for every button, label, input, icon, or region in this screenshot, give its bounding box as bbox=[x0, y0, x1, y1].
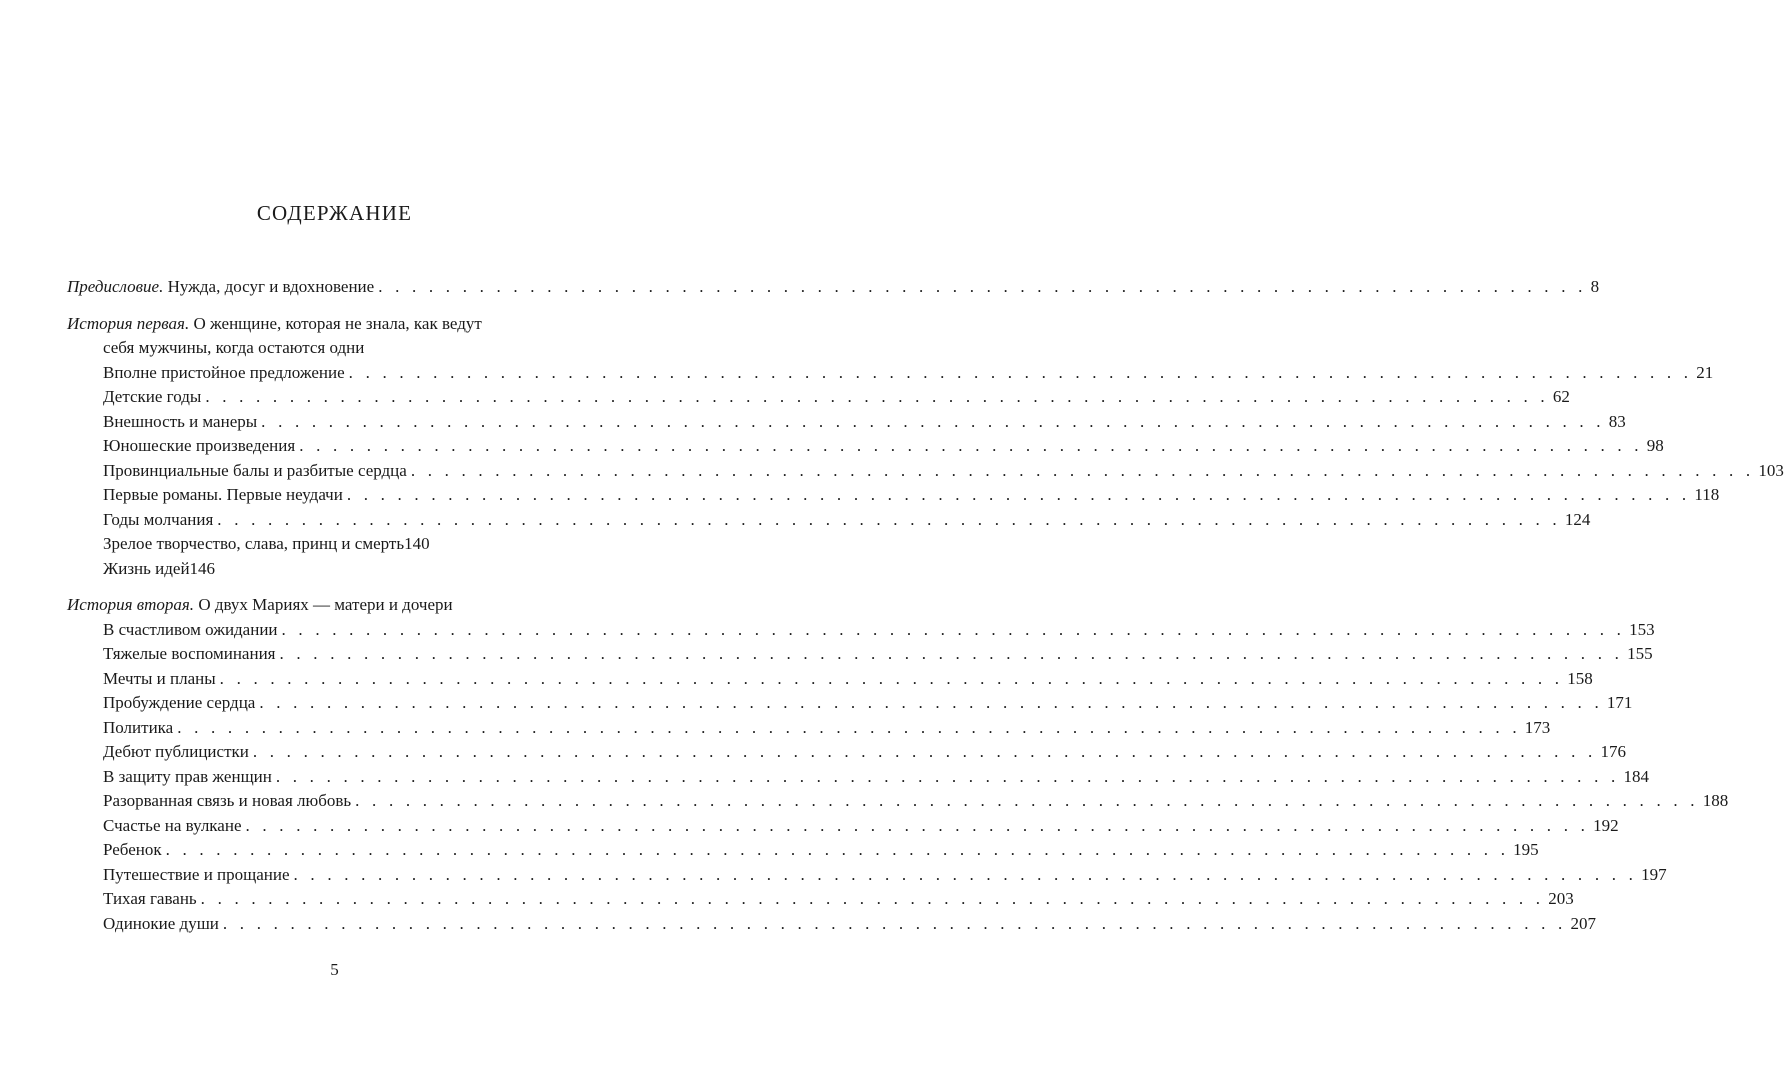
preface-label: Предисловие. bbox=[67, 277, 164, 296]
toc-entry bbox=[67, 459, 1784, 484]
toc-entry bbox=[67, 887, 1574, 912]
part-label: История вторая. bbox=[67, 595, 195, 614]
contents-title: СОДЕРЖАНИЕ bbox=[256, 201, 413, 225]
toc-entry bbox=[67, 814, 1619, 839]
dot-leader: . . . . . . . . . . . . . . . . . . . . . . . . . . . . . . . . . . . . . . . . . . . . . . . . . . . . . . . . . . . . . . . . . . . . . . . . . . . . . . . . bbox=[279, 644, 1624, 663]
part-1-entries bbox=[67, 361, 1784, 533]
toc-entry-text: Юношеские произведения bbox=[103, 436, 296, 455]
toc-entry-text: Детские годы bbox=[103, 387, 202, 406]
folio-page-number: 5 bbox=[330, 960, 339, 979]
dot-leader: . . . . . . . . . . . . . . . . . . . . . . . . . . . . . . . . . . . . . . . . . . . . . . . . . . . . . . . . . . . . . . . . . . . . . . . . . . . . . . . . bbox=[165, 840, 1510, 859]
toc-entry-text: Первые романы. Первые неудачи bbox=[103, 485, 343, 504]
dot-leader: . . . . . . . . . . . . . . . . . . . . . . . . . . . . . . . . . . . . . . . . . . . . . . . . . . . . . . . . . . . . . . . . . . . . . . . . . . . . . . . . bbox=[200, 889, 1545, 908]
toc-page-number: 171 bbox=[1606, 693, 1633, 712]
toc-entry-text: Тихая гавань bbox=[103, 889, 197, 908]
dot-leader: . . . . . . . . . . . . . . . . . . . . . . . . . . . . . . . . . . . . . . . . . . . . . . . . . . . . . . . . . . . . . . . . . . . . . . . . . . . . . . . . bbox=[293, 864, 1638, 884]
dot-leader: . . . . . . . . . . . . . . . . . . . . . . . . . . . . . . . . . . . . . . . . . . . . . . . . . . . . . . . . . . . . . . . . . . . . . . . . . . . . . . . . bbox=[275, 766, 1620, 786]
toc-page-number: 140 bbox=[404, 534, 430, 553]
toc-entry bbox=[67, 789, 1729, 814]
toc-entry-text: Счастье на вулкане bbox=[103, 815, 242, 835]
toc-entry-text: Политика bbox=[103, 717, 174, 737]
toc-entry-text: Годы молчания bbox=[103, 509, 214, 529]
toc-page-number: 62 bbox=[1552, 387, 1570, 406]
toc-entry bbox=[67, 765, 1649, 790]
toc-page-number: 192 bbox=[1593, 815, 1619, 835]
part-title: О женщине, которая не знала, как ведут bbox=[189, 313, 482, 333]
toc-entry-text: Путешествие и прощание bbox=[103, 864, 290, 884]
toc-entry bbox=[67, 838, 1539, 863]
dot-leader: . . . . . . . . . . . . . . . . . . . . . . . . . . . . . . . . . . . . . . . . . . . . . . . . . . . . . . . . . . . . . . . . . . . . . . . . . . . . . . . . bbox=[252, 742, 1597, 761]
toc-entry bbox=[67, 691, 1633, 716]
toc-page-number: 158 bbox=[1567, 668, 1593, 688]
toc-page-number: 173 bbox=[1524, 717, 1551, 737]
dot-leader: . . . . . . . . . . . . . . . . . . . . . . . . . . . . . . . . . . . . . . . . . . . . . . . . . . . . . . . . . . . . . . . . . . . . . . . . . . . . . . . . bbox=[205, 387, 1549, 406]
toc-entry bbox=[67, 385, 1570, 410]
toc-page-number: 118 bbox=[1694, 485, 1720, 504]
part-1-plain-entries bbox=[67, 532, 582, 581]
dot-leader: . . . . . . . . . . . . . . . . . . . . . . . . . . . . . . . . . . . . . . . . . . . . . . . . . . . . . . . . . . . . . . . . . . . . . . . . . . . . . . . . bbox=[346, 485, 1691, 504]
toc-page-number: 176 bbox=[1600, 742, 1626, 761]
toc-entry bbox=[67, 618, 1655, 643]
toc-entry-text: Жизнь идей bbox=[103, 558, 190, 578]
dot-leader: . . . . . . . . . . . . . . . . . . . . . . . . . . . . . . . . . . . . . . . . . . . . . . . . . . . . . . . . . . . . . . . . . . . . . . . . . . . . . . . . bbox=[410, 460, 1755, 480]
toc-page-number: 146 bbox=[189, 558, 216, 578]
part-heading-line: себя мужчины, когда остаются одни bbox=[103, 338, 365, 357]
dot-leader: . . . . . . . . . . . . . . . . . . . . . . . . . . . . . . . . . . . . . . . . . . . . . . . . . . . . . . . . . . . . . . . . . . . . . . . . . . . . . . . . bbox=[245, 815, 1590, 835]
toc-page-number: 153 bbox=[1629, 619, 1655, 639]
dot-leader: . . . . . . . . . . . . . . . . . . . . . . . . . . . . . . . . . . . . . . . . . . . . . . . . . . . . . . . . . . . . . . . . . . . . . . . . . . . . . . . . bbox=[348, 362, 1693, 382]
toc-page-number: 195 bbox=[1513, 840, 1539, 859]
part-heading-2 bbox=[67, 593, 582, 618]
dot-leader: . . . . . . . . . . . . . . . . . . . . . . . . . . . . . . . . . . . . . . . . . . . . . . . . . . . . . . . . . . . . . . . . . . . . . . . . . . . . . . . . bbox=[222, 913, 1567, 933]
part-title: О двух Мариях — матери и дочери bbox=[194, 595, 453, 614]
toc-page-number: 207 bbox=[1570, 913, 1596, 933]
toc-page-number: 203 bbox=[1548, 889, 1574, 908]
part-label: История первая. bbox=[67, 313, 190, 333]
toc-entry-text: Мечты и планы bbox=[103, 668, 216, 688]
toc-entry-text: Пробуждение сердца bbox=[103, 693, 256, 712]
toc-entry bbox=[67, 557, 582, 582]
toc-entry-text: В защиту прав женщин bbox=[103, 766, 272, 786]
part-heading-1 bbox=[67, 312, 582, 361]
toc-entry bbox=[67, 508, 1591, 533]
dot-leader: . . . . . . . . . . . . . . . . . . . . . . . . . . . . . . . . . . . . . . . . . . . . . . . . . . . . . . . . . . . . . . . . . . . . . . . . . . . . . . . . bbox=[177, 717, 1521, 737]
toc-page-number: 188 bbox=[1702, 791, 1729, 810]
toc-entry-text: В счастливом ожидании bbox=[103, 619, 278, 639]
toc-entry bbox=[67, 667, 1593, 692]
toc-entry-text: Ребенок bbox=[103, 840, 162, 859]
toc-page-number: 155 bbox=[1627, 644, 1653, 663]
toc-entry-text bbox=[67, 275, 374, 300]
toc-page-number: 103 bbox=[1758, 460, 1784, 480]
toc-entry bbox=[67, 361, 1714, 386]
toc-entry bbox=[67, 912, 1596, 937]
toc-page-number: 21 bbox=[1696, 362, 1714, 382]
dot-leader: . . . . . . . . . . . . . . . . . . . . . . . . . . . . . . . . . . . . . . . . . . . . . . . . . . . . . . . . . . . . . . . . . . . . . . . . . . . . . . . . bbox=[217, 509, 1561, 529]
toc-page-number: 83 bbox=[1608, 411, 1626, 431]
toc-entry-text: Разорванная связь и новая любовь bbox=[103, 791, 352, 810]
toc-entry-text: Провинциальные балы и разбитые сердца bbox=[103, 460, 407, 480]
toc-page-number: 197 bbox=[1641, 864, 1667, 884]
toc-entry bbox=[67, 434, 1664, 459]
toc-page-number: 124 bbox=[1564, 509, 1591, 529]
dot-leader: . . . . . . . . . . . . . . . . . . . . . . . . . . . . . . . . . . . . . . . . . . . . . . . . . . . . . . . . . . . . . . . . . . . . . . . . . . . . . . . . bbox=[299, 436, 1643, 455]
toc-entry bbox=[67, 410, 1626, 435]
toc-entry-text: Тяжелые воспоминания bbox=[103, 644, 276, 663]
dot-leader: . . . . . . . . . . . . . . . . . . . . . . . . . . . . . . . . . . . . . . . . . . . . . . . . . . . . . . . . . . . . . . . . . . . . . . . . . . . . . . . . bbox=[261, 411, 1605, 431]
toc-entry-preface bbox=[67, 275, 1600, 300]
dot-leader: . . . . . . . . . . . . . . . . . . . . . . . . . . . . . . . . . . . . . . . . . . . . . . . . . . . . . . . . . . . . . . . . . . . . . . . . bbox=[378, 277, 1587, 296]
toc-page-number: 184 bbox=[1623, 766, 1649, 786]
part-heading-line bbox=[67, 593, 582, 618]
toc-entry bbox=[67, 740, 1626, 765]
toc-entry bbox=[67, 642, 1653, 667]
toc-entry bbox=[67, 716, 1551, 741]
toc-entry-text: Зрелое творчество, слава, принц и смерть bbox=[103, 534, 405, 553]
toc-entry-text: Внешность и манеры bbox=[103, 411, 258, 431]
toc-entry-text: Дебют публицистки bbox=[103, 742, 249, 761]
toc-entry bbox=[67, 863, 1667, 888]
toc-entry-text: Одинокие души bbox=[103, 913, 219, 933]
part-heading-line bbox=[67, 312, 582, 337]
toc-entry bbox=[67, 532, 582, 557]
table-of-contents bbox=[67, 275, 1784, 936]
dot-leader: . . . . . . . . . . . . . . . . . . . . . . . . . . . . . . . . . . . . . . . . . . . . . . . . . . . . . . . . . . . . . . . . . . . . . . . . . . . . . . . . bbox=[281, 619, 1626, 639]
toc-entry-text: Вполне пристойное предложение bbox=[103, 362, 345, 382]
dot-leader: . . . . . . . . . . . . . . . . . . . . . . . . . . . . . . . . . . . . . . . . . . . . . . . . . . . . . . . . . . . . . . . . . . . . . . . . . . . . . . . . bbox=[355, 791, 1699, 810]
dot-leader: . . . . . . . . . . . . . . . . . . . . . . . . . . . . . . . . . . . . . . . . . . . . . . . . . . . . . . . . . . . . . . . . . . . . . . . . . . . . . . . . bbox=[259, 693, 1603, 712]
dot-leader: . . . . . . . . . . . . . . . . . . . . . . . . . . . . . . . . . . . . . . . . . . . . . . . . . . . . . . . . . . . . . . . . . . . . . . . . . . . . . . . . bbox=[219, 668, 1564, 688]
preface-title: Нужда, досуг и вдохновение bbox=[163, 277, 375, 296]
part-2-entries bbox=[67, 618, 1729, 937]
toc-page-number: 8 bbox=[1590, 277, 1600, 296]
toc-entry bbox=[67, 483, 1720, 508]
toc-page-number: 98 bbox=[1646, 436, 1664, 455]
